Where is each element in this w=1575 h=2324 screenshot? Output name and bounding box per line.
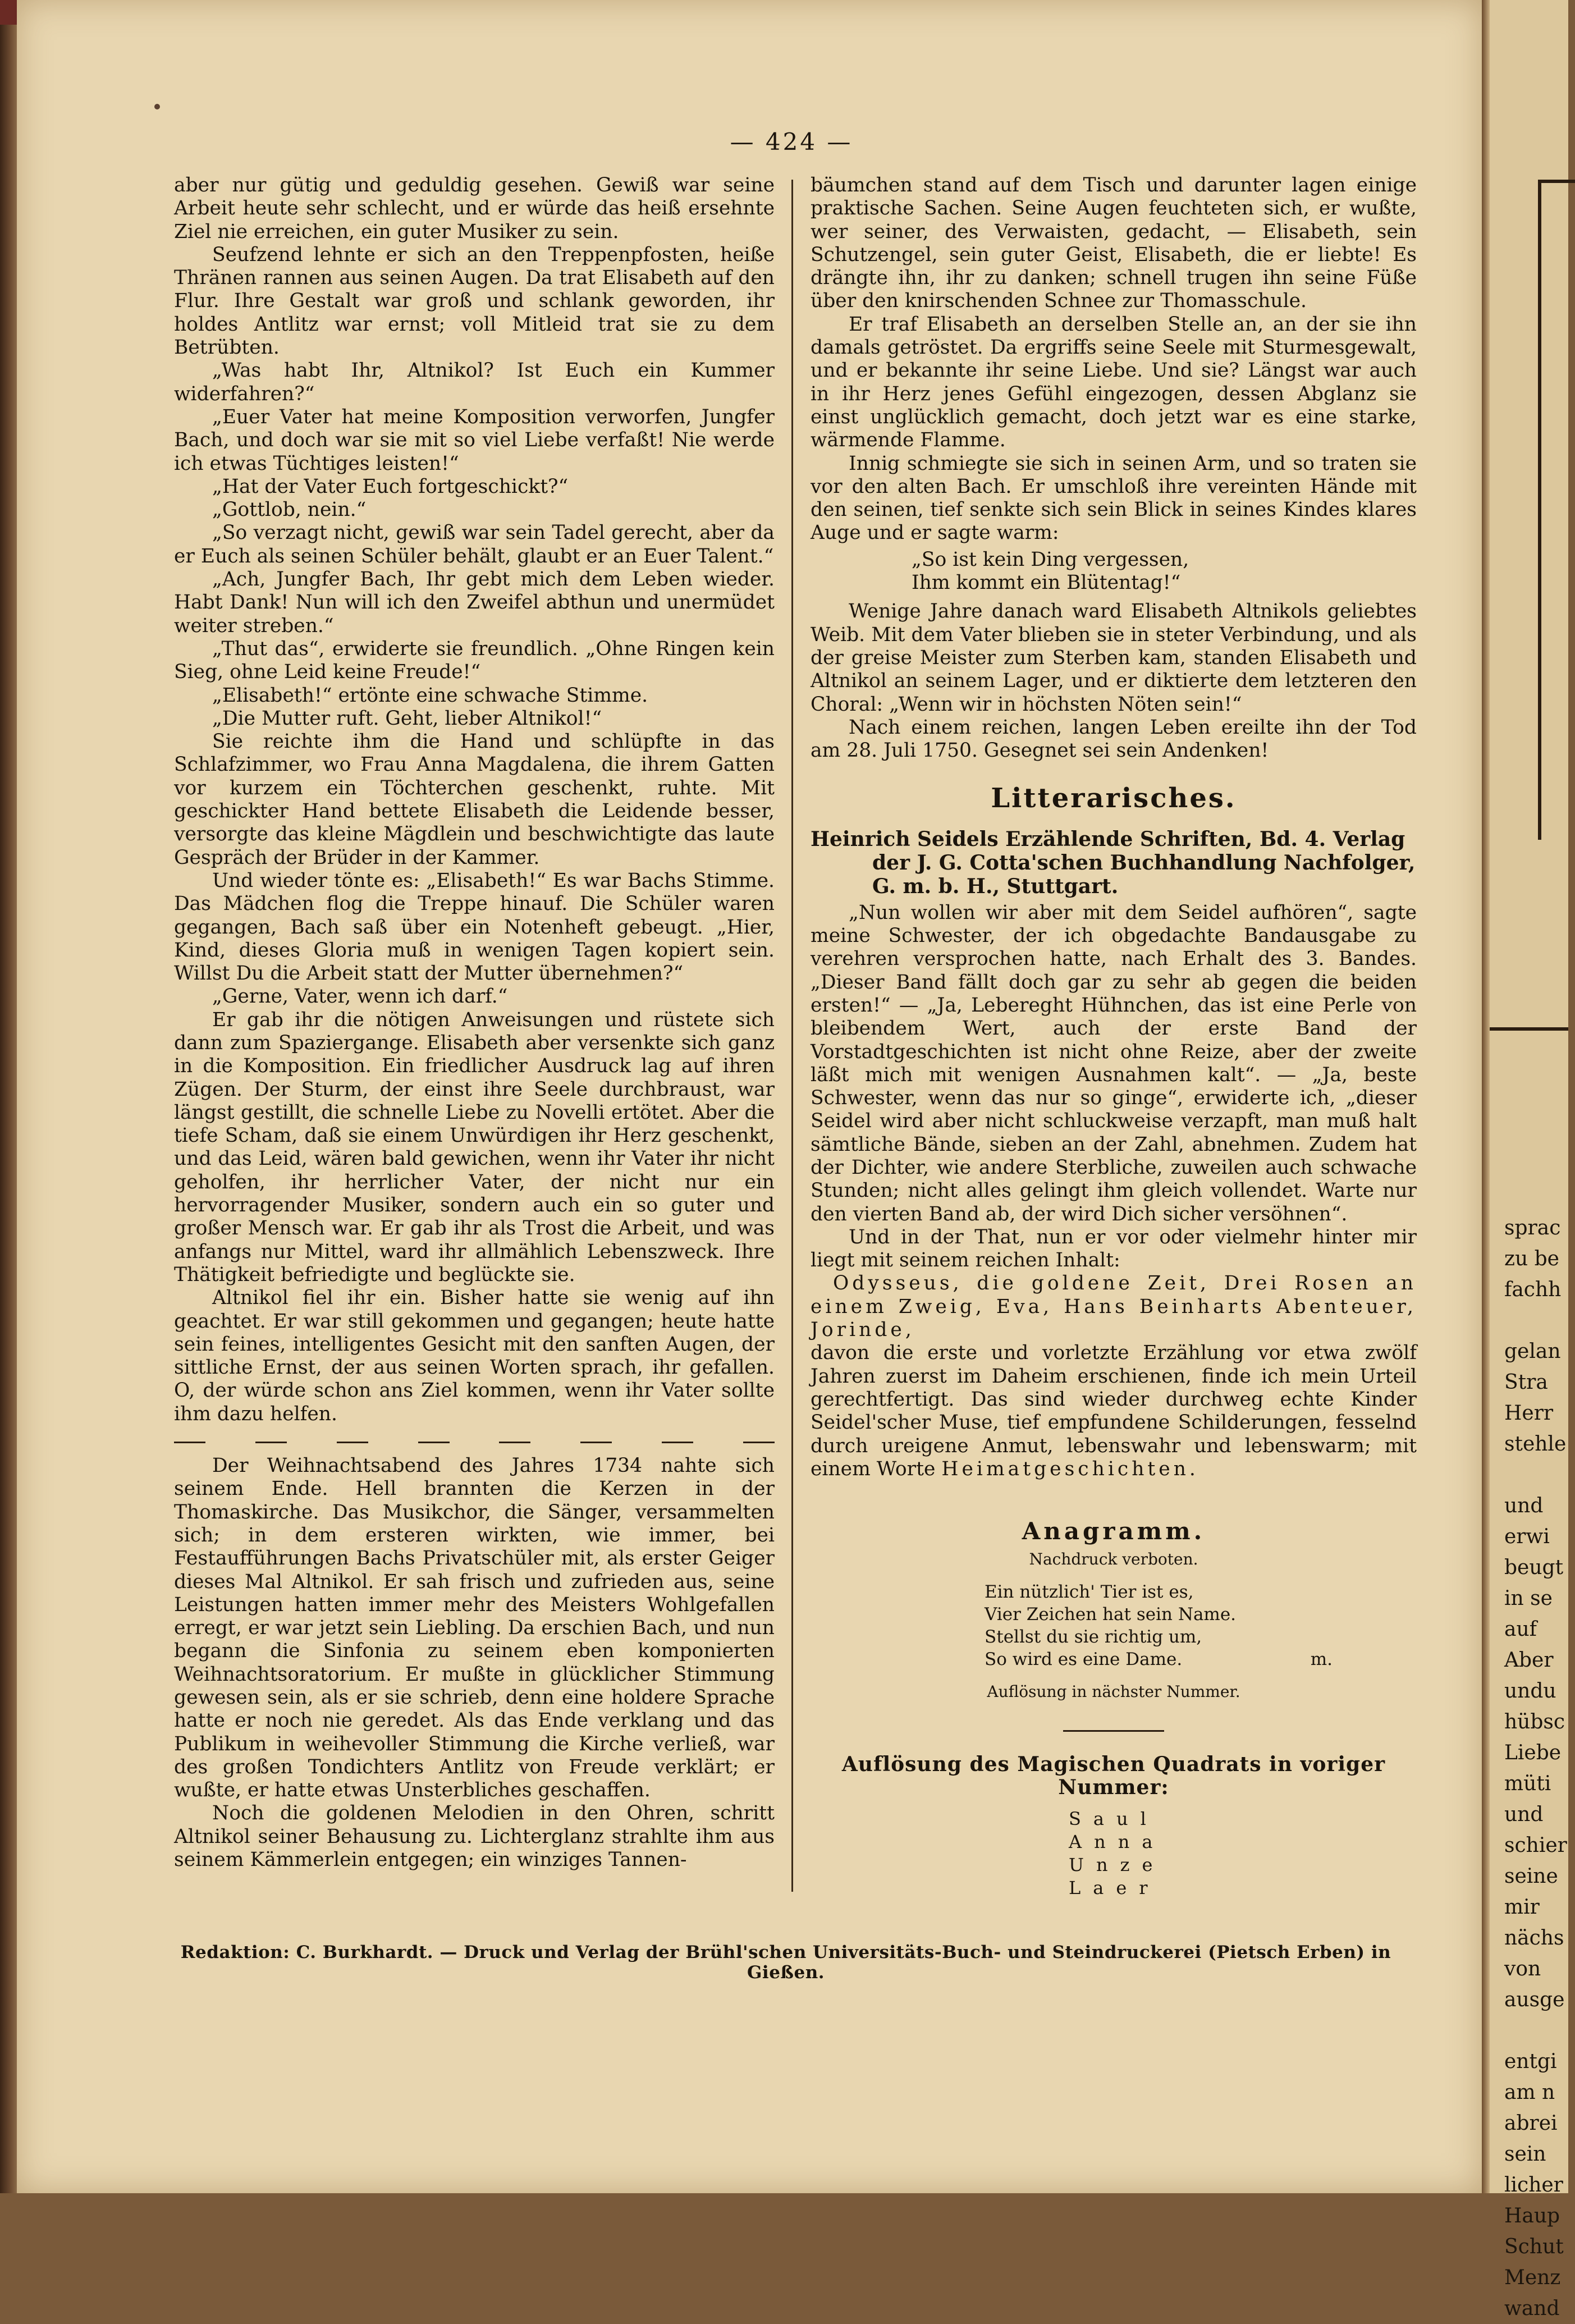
paragraph: „Elisabeth!“ ertönte eine schwache Stimme. [212,684,648,707]
fragment-line: Menz [1504,2266,1561,2289]
fragment-line: Herr [1504,1402,1554,1425]
paragraph: „Die Mutter ruft. Geht, lieber Altnikol!“ [212,707,602,730]
fragment-line [1504,1305,1572,1336]
fragment-line: gelan [1504,1340,1561,1363]
fragment-line: erwi [1504,1525,1550,1548]
paragraph: Und in der That, nun er vor oder vielmehr hinter mir liegt mit seinem reichen Inhalt: [811,1225,1417,1272]
paragraph: „Gerne, Vater, wenn ich darf.“ [212,985,508,1008]
paragraph: Er traf Elisabeth an derselben Stelle an, an der sie ihn damals getröstet. Da ergriffs seine Seele mit Sturmesgewalt, und er bekannte ihr seine Liebe. Und sie? Längst war auch in ihr Herz jenes Gefühl eingezogen, dessen Abglanz sie einst unglücklich gemacht, doch jetzt war es eine starke, wärmende Flamme. [811,313,1417,452]
adjacent-rule [1490,1027,1568,1031]
column-divider [791,180,793,1892]
adjacent-text-fragments [1504,1213,1572,2324]
magic-square [1069,1808,1165,1900]
paragraph: „Nun wollen wir aber mit dem Seidel aufhören“, sagte meine Schwester, der ich obgedachte Bandausgabe zu verehren versprochen hatte, nach Erhalt des 3. Bandes. „Dieser Band fällt doch gar zu sehr ab gegen die beiden ersten!“ — „Ja, Lebereght Hühnchen, das ist eine Perle von bleibendem Wert, auch der erste Band der Vorstadtgeschichten ist nicht ohne Reize, aber der zweite läßt mich mit wenigen Ausnahmen kalt“. — „Ja, beste Schwester, wenn das nur so ginge“, erwiderte ich, „dieser Seidel wird aber nicht schluckweise verzapft, man muß halt sämtliche Bände, sieben an der Zahl, abnehmen. Zudem hat der Dichter, wie andere Sterbliche, zuweilen auch schwache Stunden; nicht alles gelingt ihm gleich vollendet. Warte nur den vierten Band ab, der wird Dich sicher versöhnen“. [811,901,1417,1225]
square-row: Saul [1069,1808,1159,1829]
review-end-text: davon die erste und vorletzte Erzählung vor etwa zwölf Jahren zuerst im Daheim erschienen, finde ich mein Urteil gerechtfertigt. Das sind wieder durchweg echte Kinder Seidel'scher Muse, tief empfundene Schilderungen, fesselnd durch ureigene Anmut, lebenswahr und lebenswarm; mit einem Worte [811,1342,1417,1480]
left-column [174,174,775,1872]
left-column-story-continued [174,1454,775,1872]
fragment-line: entgi [1504,2050,1557,2073]
fragment-line: und [1504,1803,1544,1826]
fragment-line: wand [1504,2297,1560,2320]
fragment-line: zu be [1504,1247,1559,1270]
paragraph: Und wieder tönte es: „Elisabeth!“ Es war Bachs Stimme. Das Mädchen flog die Treppe hinauf. Die Schüler waren gegangen, Bach saß über ein Notenheft gebeugt. „Hier, Kind, dieses Gloria muß in wenigen Tagen kopiert sein. Willst Du die Arbeit statt der Mutter übernehmen?“ [174,869,775,985]
fragment-line: seine [1504,1865,1558,1888]
book-heading: Heinrich Seidels Erzählende Schriften, Bd. 4. Verlag der J. G. Cotta'schen Buchhandlung Nachfolger, G. m. b. H., Stuttgart. [811,827,1416,898]
left-column-story [174,174,775,1426]
anagram-poem [811,1581,1417,1671]
fragment-line: Aber [1504,1649,1554,1672]
fragment-line: stehle [1504,1433,1567,1456]
anagram-resolution-note: Auflösung in nächster Nummer. [987,1682,1240,1701]
verse-line: Ihm kommt ein Blütentag!“ [912,571,1181,594]
paragraph: aber nur gütig und geduldig gesehen. Gewiß war seine Arbeit heute sehr schlecht, und er würde das heiß ersehnte Ziel nie erreichen, ein guter Musiker zu sein. [174,174,775,243]
fragment-line: und [1504,1494,1544,1517]
fragment-line [1504,1460,1572,1490]
fragment-line: auf [1504,1618,1537,1641]
review-end [811,1342,1417,1481]
anagram-line: Vier Zeichen hat sein Name. [985,1604,1237,1625]
fragment-line: Haup [1504,2204,1560,2227]
fragment-line [1504,2015,1572,2046]
verse-quote [811,548,1417,595]
fragment-line: mir [1504,1896,1540,1919]
right-column [811,174,1417,1900]
anagram-box [811,1517,1417,1703]
book-review [811,902,1417,1273]
section-break-dashes [174,1431,775,1443]
square-row: Anna [1069,1831,1165,1852]
fragment-line: licher [1504,2174,1563,2197]
contents-titles: Odysseus, die goldene Zeit, Drei Rosen an einem Zweig, Eva, Hans Beinharts Abenteuer, Jorinde, [811,1272,1417,1342]
fragment-line: in se [1504,1587,1553,1610]
paragraph: bäumchen stand auf dem Tisch und darunter lagen einige praktische Sachen. Seine Augen feuchteten sich, er wußte, wer seiner, des Verwaisten, gedacht, — Elisabeth, sein Schutzengel, sein guter Geist, Elisabeth, die er liebte! Es drängte ihn, ihr zu danken; schnell trugen ihn seine Füße über den knirschenden Schnee zur Thomasschule. [811,174,1417,313]
adjacent-frame [1538,180,1575,840]
anagram-note: Nachdruck verboten. [1029,1550,1198,1569]
square-row: Laer [1069,1877,1160,1898]
paragraph: „Euer Vater hat meine Komposition verworfen, Jungfer Bach, und doch war sie mit so viel Liebe verfaßt! Nie werde ich etwas Tüchtiges leisten!“ [174,405,775,475]
anagram-signature: m. [1310,1649,1333,1670]
fragment-line: abrei [1504,2112,1558,2135]
paragraph: Noch die goldenen Melodien in den Ohren, schritt Altnikol seiner Behausung zu. Lichterglanz strahlte ihm aus seinem Kämmerlein entgegen; ein winziges Tannen- [174,1802,775,1872]
page-gutter [1482,0,1490,2193]
anagram-title: Anagramm. [1022,1517,1206,1545]
fragment-line: fachh [1504,1278,1562,1301]
anagram-line: Ein nützlich' Tier ist es, [985,1582,1194,1603]
fragment-line: von [1504,1957,1541,1980]
fragment-line: Stra [1504,1371,1548,1394]
paragraph: „Ach, Jungfer Bach, Ihr gebt mich dem Leben wieder. Habt Dank! Nun will ich den Zweifel abthun und unermüdet weiter streben.“ [174,568,775,637]
review-end-emphasis: Heimatgeschichten. [941,1457,1199,1480]
fragment-line: undu [1504,1680,1556,1703]
fragment-line: am n [1504,2081,1555,2104]
paragraph: Sie reichte ihm die Hand und schlüpfte in das Schlafzimmer, wo Frau Anna Magdalena, die ihrem Gatten vor kurzem ein Töchterchen geschenkt, ruhte. Mit geschickter Hand bettete Elisabeth die Leidende besser, versorgte das kleine Mägdlein und beschwichtigte das laute Gespräch der Brüder in der Kammer. [174,730,775,869]
fragment-line: sprac [1504,1216,1561,1239]
paragraph: Der Weihnachtsabend des Jahres 1734 nahte sich seinem Ende. Hell brannten die Kerzen in der Thomaskirche. Das Musikchor, die Sänger, versammelten sich; in dem ersteren wirkten, wie immer, bei Festaufführungen Bachs Privatschüler mit, als erster Geiger dieses Mal Altnikol. Er sah frisch und zufrieden aus, seine Leistungen hatten immer mehr des Meisters Wohlgefallen erregt, er war jetzt sein Liebling. Da erschien Bach, und nun begann die Sinfonia zu seinem eben komponierten Weihnachtsoratorium. Er mußte in glücklicher Stimmung gewesen sein, als er sie schrieb, denn eine holdere Sprache hatte er noch nie geredet. Als das Ende verklang und das Publikum in weihevoller Stimmung die Kirche verließ, war des großen Tondichters Antlitz von Freude verklärt; er wußte, er hatte etwas Unsterbliches geschaffen. [174,1454,775,1802]
anagram-line: Stellst du sie richtig um, [985,1627,1202,1648]
right-column-story-end [811,600,1417,762]
paragraph: Er gab ihr die nötigen Anweisungen und rüstete sich dann zum Spaziergange. Elisabeth aber versenkte sich ganz in die Komposition. Ein friedlicher Ausdruck lag auf ihren Zügen. Der Sturm, der einst ihre Seele durchbraust, war längst gestillt, die schnelle Liebe zu Novelli ertötet. Aber die tiefe Scham, daß sie einem Unwürdigen ihr Herz geschenkt, und das Leid, wären bald gewichen, wenn ihr Vater ihr nicht geholfen, ihr herrlicher Vater, der nicht nur ein hervorragender Musiker, sondern auch ein so guter und großer Mensch war. Er gab ihr als Trost die Arbeit, und was anfangs nur Mittel, ward ihr allmählich Lebenszweck. Ihre Thätigkeit befriedigte und beglückte sie. [174,1008,775,1286]
square-row: Unze [1069,1854,1165,1875]
page-number: — 424 — [730,128,853,155]
paragraph: Innig schmiegte sie sich in seinen Arm, und so traten sie vor den alten Bach. Er umschloß ihre vereinten Hände mit den seinen, tief senkte sich sein Blick in seines Kindes klares Auge und er sagte warm: [811,452,1417,545]
fragment-line: Liebe [1504,1741,1562,1764]
imprint-footer: Redaktion: C. Burkhardt. — Druck und Verlag der Brühl'schen Universitäts-Buch- und Steindruckerei (Pietsch Erben) in Gießen. [180,1942,1391,1983]
fragment-line: Schut [1504,2235,1564,2258]
fragment-line: ausge [1504,1988,1565,2011]
section-title: Litterarisches. [991,783,1237,815]
paragraph: Seufzend lehnte er sich an den Treppenpfosten, heiße Thränen rannen aus seinen Augen. Da trat Elisabeth auf den Flur. Ihre Gestalt war groß und schlank geworden, ihr holdes Antlitz war ernst; voll Mitleid trat sie zu dem Betrübten. [174,243,775,359]
paragraph: „So verzagt nicht, gewiß war sein Tadel gerecht, aber da er Euch als seinen Schüler behält, glaubt er an Euer Talent.“ [174,521,775,568]
fragment-line: müti [1504,1772,1551,1795]
fragment-line: sein [1504,2143,1546,2166]
fragment-line: nächs [1504,1927,1564,1950]
paragraph: Nach einem reichen, langen Leben ereilte ihn der Tod am 28. Juli 1750. Gesegnet sei sein Andenken! [811,716,1417,762]
verse-line: „So ist kein Ding vergessen, [912,548,1189,571]
adjacent-page [1482,0,1568,2320]
paragraph: „Hat der Vater Euch fortgeschickt?“ [212,475,569,498]
paragraph: „Was habt Ihr, Altnikol? Ist Euch ein Kummer widerfahren?“ [174,359,775,405]
paragraph: „Gottlob, nein.“ [212,498,367,521]
short-rule [1063,1730,1164,1732]
fragment-line: hübsc [1504,1710,1565,1733]
paragraph: Altnikol fiel ihr ein. Bisher hatte sie wenig auf ihn geachtet. Er war still gekommen und gegangen; heute hatte sein feines, intelligentes Gesicht mit den sanften Augen, der sittliche Ernst, der aus seinen Worten sprach, ihr gefallen. O, der würde schon ans Ziel kommen, wenn ihr Vater sollte ihm dazu helfen. [174,1287,775,1425]
fragment-line: beugt [1504,1556,1564,1579]
book-spine [0,0,17,2193]
right-column-story [811,174,1417,545]
paragraph: Wenige Jahre danach ward Elisabeth Altnikols geliebtes Weib. Mit dem Vater blieben sie in steter Verbindung, und als der greise Meister zum Sterben kam, standen Elisabeth und Altnikol an seinem Lager, und er diktierte dem letzteren den Choral: „Wenn wir in höchsten Nöten sein!“ [811,600,1417,716]
paper-speck [154,104,160,109]
anagram-line: So wird es eine Dame. [985,1649,1183,1670]
fragment-line: schier [1504,1834,1567,1857]
paragraph: „Thut das“, erwiderte sie freundlich. „Ohne Ringen kein Sieg, ohne Leid keine Freude!“ [174,637,775,684]
solution-title: Auflösung des Magischen Quadrats in voriger Nummer: [841,1753,1386,1800]
